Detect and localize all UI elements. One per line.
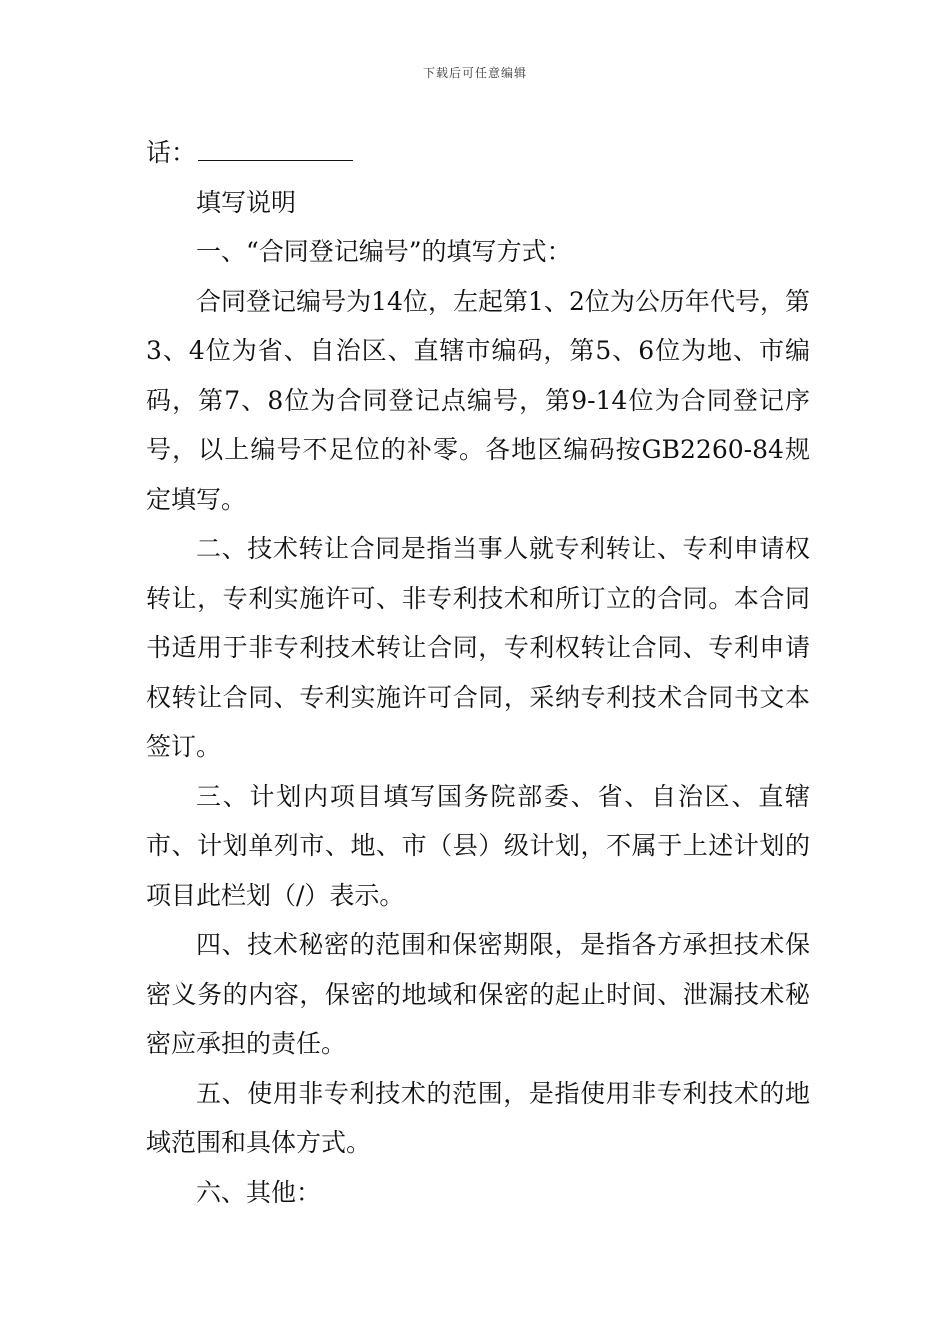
phone-field-line <box>146 128 810 178</box>
instruction-item-6: 六、其他： <box>196 1177 322 1207</box>
instructions-heading: 填写说明 <box>196 187 297 217</box>
instruction-item-5: 五、使用非专利技术的范围，是指使用非专利技术的地域范围和具体方式。 <box>146 1078 810 1157</box>
phone-label: 话： <box>146 138 197 167</box>
page-header-note: 下载后可任意编辑 <box>422 66 527 80</box>
phone-blank <box>198 140 353 161</box>
instruction-item-1: 一、“合同登记编号”的填写方式： <box>196 237 572 266</box>
instruction-item-1-detail: 合同登记编号为14位，左起第1、2位为公历年代号，第3、4位为省、自治区、直辖市编码，第5、6位为地、市编码，第7、8位为合同登记点编号，第9-14位为合同登记序号，以上编号不足位的补零。各地区编码按GB2260-84规定填写。 <box>146 286 810 514</box>
instruction-item-3: 三、计划内项目填写国务院部委、省、自治区、直辖市、计划单列市、地、市（县）级计划，不属于上述计划的项目此栏划（/）表示。 <box>146 781 810 910</box>
instruction-item-4: 四、技术秘密的范围和保密期限，是指各方承担技术保密义务的内容，保密的地域和保密的起止时间、泄漏技术秘密应承担的责任。 <box>146 930 810 1058</box>
instruction-item-2: 二、技术转让合同是指当事人就专利转让、专利申请权转让，专利实施许可、非专利技术和所订立的合同。本合同书适用于非专利技术转让合同，专利权转让合同、专利申请权转让合同、专利实施许可合同，采纳专利技术合同书文本签订。 <box>146 534 810 761</box>
document-body <box>146 128 810 1217</box>
